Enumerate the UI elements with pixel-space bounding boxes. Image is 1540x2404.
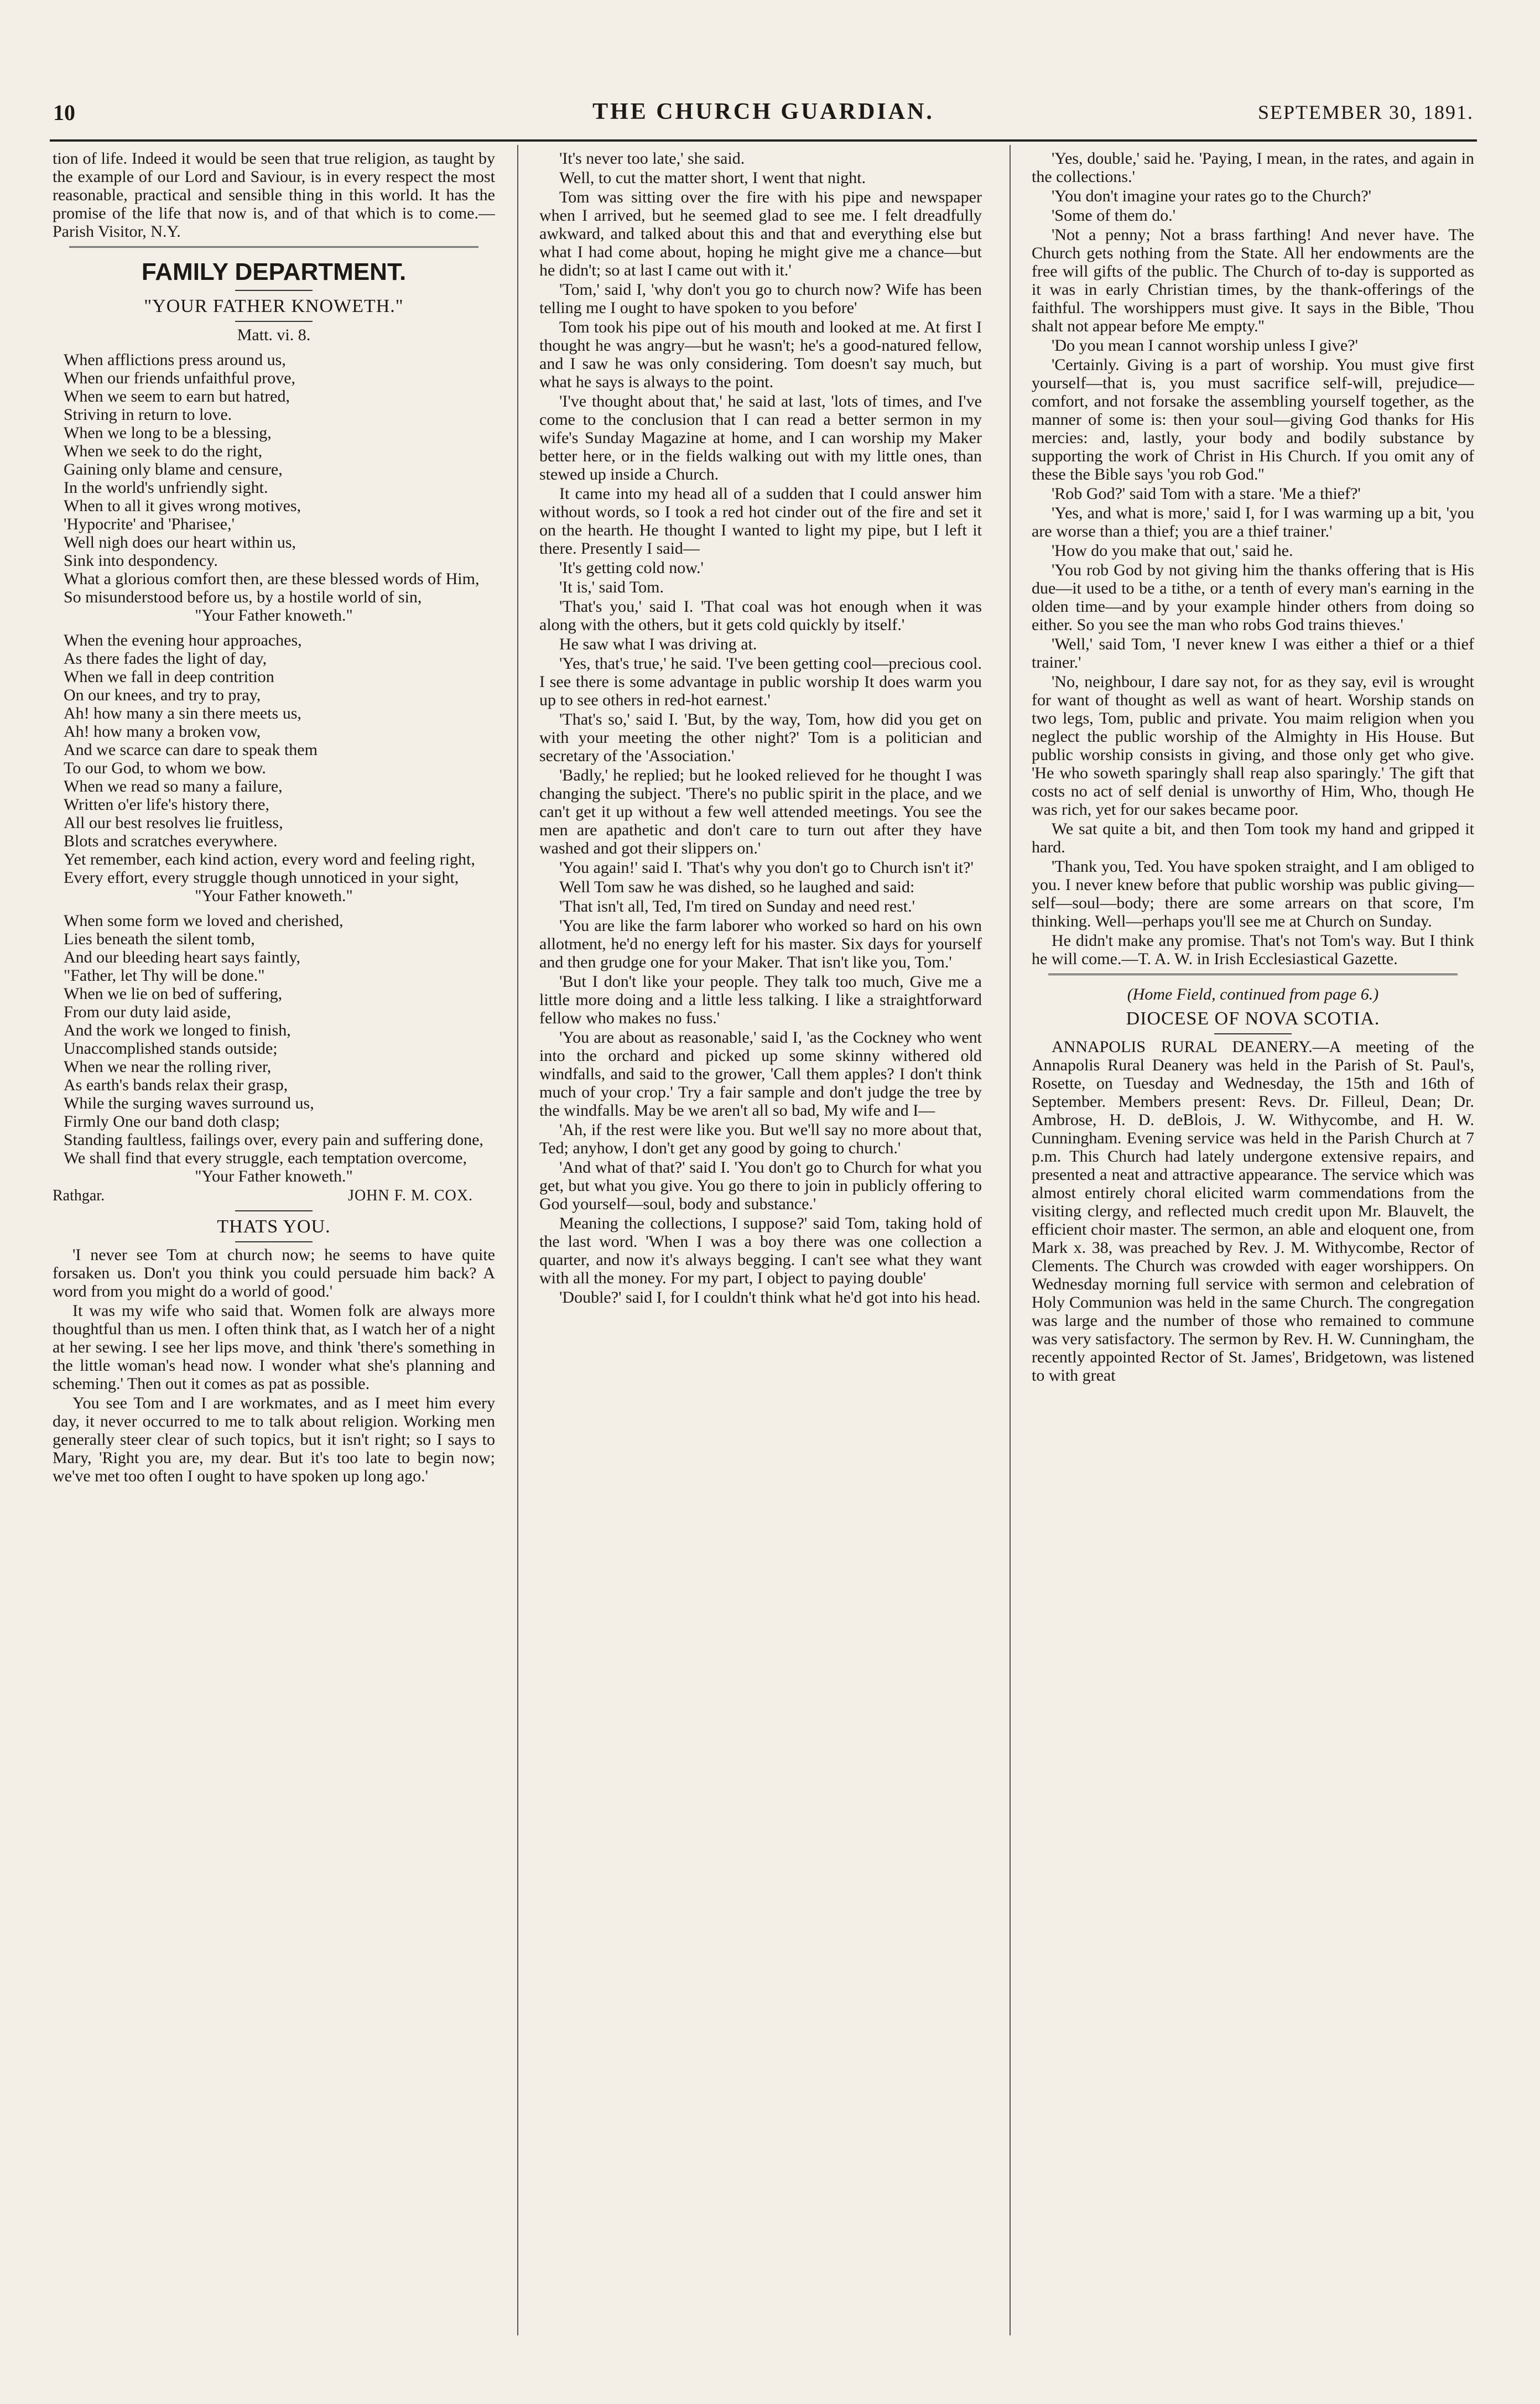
- poem-signature: [53, 1185, 495, 1207]
- poem-line: Striving in return to love.: [64, 405, 232, 424]
- poem-line: And the work we longed to finish,: [64, 1021, 291, 1039]
- column-3: [1032, 149, 1474, 2334]
- story-paragraph: 'That's you,' said I. 'That coal was hot enough when it was along with the others, but it gets cold quickly by itself.': [539, 597, 982, 634]
- poem-line: 'Hypocrite' and 'Pharisee,': [64, 515, 235, 533]
- story-paragraph: 'Double?' said I, for I couldn't think what he'd got into his head.: [559, 1288, 981, 1307]
- page-number: 10: [53, 100, 75, 125]
- poem-line: Unaccomplished stands outside;: [64, 1039, 278, 1058]
- intro-paragraph: tion of life. Indeed it would be seen that true religion, as taught by the example of our Lord and Saviour, is in every respect the most reasonable, practical and sensible thing in this world. It has the promise of the life that now is, and of that which is to come.—Parish Visitor, N.Y.: [53, 149, 495, 241]
- poem-line: Firmly One our band doth clasp;: [64, 1112, 280, 1131]
- story-paragraph: 'Badly,' he replied; but he looked relieved for he thought I was changing the subject. 'There's no public spirit in the place, and we can't get it up without a few well attended meetings. You see the men are apathetic and don't care to turn out after they have washed and got their slippers on.': [539, 766, 982, 857]
- diocese-title: DIOCESE OF NOVA SCOTIA.: [1126, 1008, 1380, 1029]
- poem-line: So misunderstood before us, by a hostile world of sin,: [64, 588, 422, 606]
- poem-line: "Father, let Thy will be done.": [64, 966, 265, 985]
- story-paragraph: 'How do you make that out,' said he.: [1052, 542, 1293, 560]
- poem-line: Sink into despondency.: [64, 551, 218, 570]
- poem-line: When we seem to earn but hatred,: [64, 387, 290, 405]
- poem-line: From our duty laid aside,: [64, 1003, 231, 1021]
- poem-refrain: "Your Father knoweth.": [195, 606, 353, 625]
- poem-line: When we read so many a failure,: [64, 777, 283, 795]
- story-paragraph: 'And what of that?' said I. 'You don't go to Church for what you get, but what you give. You go there to join in publicly offering to God yourself—soul, body and substance.': [539, 1158, 982, 1213]
- column-divider: [1010, 145, 1011, 2335]
- story-paragraph: 'I've thought about that,' he said at last, 'lots of times, and I've come to the conclusion that I can read a better sermon in my wife's Sunday Magazine at home, and I can worship my Maker better here, or in the fields walking out with my little ones, than stewed up inside a Church.: [539, 392, 982, 483]
- story-paragraph: 'Thank you, Ted. You have spoken straight, and I am obliged to you. I never knew before that public worship was public giving—self—soul—body; there are some arrears on that score, I'm thinking. Well—perhaps you'll see me at Church on Sunday.: [1032, 857, 1474, 930]
- story-paragraph: 'You rob God by not giving him the thanks offering that is His due—it used to be a tithe, or a tenth of every man's earning in the olden time—and by your example hinder others from doing so either. So you see the man who robs God trains thieves.': [1032, 561, 1474, 634]
- story-paragraph: 'It's getting cold now.': [559, 559, 704, 577]
- poem-author: JOHN F. M. COX.: [348, 1187, 473, 1204]
- poem-line: When we fall in deep contrition: [64, 668, 274, 686]
- poem-line: Every effort, every struggle though unnoticed in your sight,: [64, 868, 459, 887]
- short-rule: [235, 1241, 313, 1242]
- page-header: [50, 94, 1477, 133]
- story-paragraph: 'Well,' said Tom, 'I never knew I was either a thief or a thief trainer.': [1032, 635, 1474, 672]
- poem-reference: Matt. vi. 8.: [237, 326, 311, 344]
- section-title: FAMILY DEPARTMENT.: [141, 258, 407, 285]
- poem-line: When the evening hour approaches,: [64, 631, 302, 649]
- short-rule: [235, 1210, 313, 1211]
- poem-line: Well nigh does our heart within us,: [64, 533, 296, 551]
- story-paragraph: Well Tom saw he was dished, so he laughed and said:: [559, 878, 915, 896]
- poem-line: When our friends unfaithful prove,: [64, 369, 296, 387]
- story-paragraph: You see Tom and I are workmates, and as I meet him every day, it never occurred to me to talk about religion. Working men generally steer clear of such topics, but it isn't right; so I says to Mary, 'Right you are, my dear. But it's too late to begin now; we've met too often I ought to have spoken up long ago.': [53, 1394, 495, 1485]
- story-paragraph: 'You are about as reasonable,' said I, 'as the Cockney who went into the orchard and picked up some skinny withered old windfalls, and said to the grower, 'Call them apples? I don't think much of your crop.' Try a fair sample and don't judge the tree by the windfalls. May be we aren't all so bad, My wife and I—: [539, 1028, 982, 1120]
- continuation-note: (Home Field, continued from page 6.): [1127, 985, 1379, 1003]
- short-rule: [1214, 1033, 1292, 1034]
- story-paragraph: 'Tom,' said I, 'why don't you go to church now? Wife has been telling me I ought to have spoken to you before': [539, 280, 982, 317]
- story-paragraph: 'But I don't like your people. They talk too much, Give me a little more doing and a little less talking. I like a straightforward fellow who makes no fuss.': [539, 972, 982, 1027]
- short-rule: [235, 321, 313, 322]
- story-paragraph: Tom was sitting over the fire with his pipe and newspaper when I arrived, but he seemed glad to see me. I felt dreadfully awkward, and talked about this and that and everything else but what I had come about, hoping he might give me a chance—but he didn't; so at last I came out with it.': [539, 188, 982, 279]
- story-paragraph: 'You are like the farm laborer who worked so hard on his own allotment, he'd no energy left for his master. Six days for yourself and then grudge one for your Maker. That isn't like you, Tom.': [539, 917, 982, 971]
- story-paragraph: 'Certainly. Giving is a part of worship. You must give first yourself—that is, you must sacrifice self-will, prejudice—comfort, and not forsake the assembling yourself together, as the manner of some is: then your soul—giving God thanks for His mercies: and, lastly, your body and bodily substance by supporting the work of Christ in His Church. If you omit any of these the Bible says 'you rob God.'': [1032, 356, 1474, 483]
- story-paragraph: 'No, neighbour, I dare say not, for as they say, evil is wrought for want of thought as well as want of heart. Worship stands on two legs, Tom, public and private. You maim religion when you neglect the public worship of the Almighty in His House. But public worship consists in giving, and those only get who give. 'He who soweth sparingly shall reap also sparingly.' The gift that costs no act of self denial is unworthy of Him, Who, though He was rich, yet for our sakes became poor.: [1032, 673, 1474, 819]
- poem-title: "YOUR FATHER KNOWETH.": [144, 296, 404, 316]
- section-rule: [1048, 974, 1458, 977]
- poem-line: To our God, to whom we bow.: [64, 759, 266, 777]
- story-paragraph: It was my wife who said that. Women folk are always more thoughtful than us men. I often think that, as I watch her of a night at her sewing. I see her lips move, and think 'there's something in the little woman's head now. I wonder what she's planning and scheming.' Then out it comes as pat as possible.: [53, 1302, 495, 1393]
- poem-line: While the surging waves surround us,: [64, 1094, 314, 1112]
- story-paragraph: 'Ah, if the rest were like you. But we'll say no more about that, Ted; anyhow, I don't get any good by going to church.': [539, 1121, 982, 1157]
- story-paragraph: 'Not a penny; Not a brass farthing! And never have. The Church gets nothing from the State. All her endowments are the free will gifts of the public. The Church of to-day is supported as it was in early Christian times, by the thank-offerings of the faithful. The worshippers must give. It says in the Bible, 'Thou shalt not appear before Me empty.'': [1032, 226, 1474, 335]
- story-paragraph: We sat quite a bit, and then Tom took my hand and gripped it hard.: [1032, 820, 1474, 856]
- poem-line: Ah! how many a sin there meets us,: [64, 704, 301, 722]
- story-paragraph: 'That's so,' said I. 'But, by the way, Tom, how did you get on with your meeting the other night?' Tom is a politician and secretary of the 'Association.': [539, 710, 982, 765]
- poem-line: When we near the rolling river,: [64, 1058, 272, 1076]
- poem-line: Yet remember, each kind action, every word and feeling right,: [64, 850, 475, 868]
- issue-date: SEPTEMBER 30, 1891.: [1257, 101, 1474, 123]
- poem-line: Written o'er life's history there,: [64, 795, 269, 814]
- story-paragraph: 'I never see Tom at church now; he seems to have quite forsaken us. Don't you think you could persuade him back? A word from you might do a world of good.': [53, 1246, 495, 1300]
- story-paragraph: 'It's never too late,' she said.: [559, 149, 745, 168]
- report-paragraph: ANNAPOLIS RURAL DEANERY.—A meeting of the Annapolis Rural Deanery was held in the Parish of St. Paul's, Rosette, on Tuesday and Wednesday, the 15th and 16th of September. Members present: Revs. Dr. Filleul, Dean; Dr. Ambrose, H. D. deBlois, J. W. Withycombe, and H. W. Cunningham. Evening service was held in the Parish Church at 7 p.m. This Church had lately undergone extensive repairs, and presented a neat and attractive appearance. The service which was almost entirely choral elicited warm commendations from the visiting clergy, and reflected much credit upon Mr. Blauvelt, the efficient choir master. The sermon, an able and eloquent one, from Mark x. 38, was preached by Rev. J. M. Withycombe, Rector of Clements. The Church was crowded with eager worshippers. On Wednesday morning full service with sermon and celebration of Holy Communion was held in the same Church. The congregation was large and the number of those who remained to commune was very satisfactory. The sermon by Rev. H. W. Cunningham, the recently appointed Rector of St. James', Bridgetown, was listened to with great: [1032, 1038, 1474, 1385]
- story-paragraph: 'You again!' said I. 'That's why you don't go to Church isn't it?': [559, 858, 974, 877]
- story-paragraph: 'Rob God?' said Tom with a stare. 'Me a thief?': [1052, 485, 1361, 503]
- masthead-title: THE CHURCH GUARDIAN.: [592, 99, 934, 124]
- story-paragraph: 'Yes, that's true,' he said. 'I've been getting cool—precious cool. I see there is some advantage in public worship It does warm you up to see others in red-hot earnest.': [539, 654, 982, 709]
- poem-line: In the world's unfriendly sight.: [64, 478, 268, 497]
- poem-line: As there fades the light of day,: [64, 649, 267, 668]
- poem-line: When we lie on bed of suffering,: [64, 985, 283, 1003]
- story-paragraph: 'Yes, double,' said he. 'Paying, I mean, in the rates, and again in the collections.': [1032, 149, 1474, 186]
- column-divider: [517, 145, 518, 2335]
- story-paragraph: Tom took his pipe out of his mouth and looked at me. At first I thought he was angry—but he wasn't; he's a good-natured fellow, and I saw he was only considering. Tom doesn't say much, but what he says is always to the point.: [539, 318, 982, 391]
- poem-line: As earth's bands relax their grasp,: [64, 1076, 288, 1094]
- poem-line: All our best resolves lie fruitless,: [64, 814, 283, 832]
- story-paragraph: 'That isn't all, Ted, I'm tired on Sunday and need rest.': [559, 897, 915, 915]
- story-paragraph: Meaning the collections, I suppose?' said Tom, taking hold of the last word. 'When I was a boy there was one collection a quarter, and now it's always begging. I can't see what they want with all the money. For my part, I object to paying double': [539, 1214, 982, 1287]
- story-paragraph: 'Do you mean I cannot worship unless I give?': [1052, 336, 1359, 355]
- poem-refrain: "Your Father knoweth.": [195, 887, 353, 905]
- story-title: THATS YOU.: [217, 1216, 331, 1237]
- poem-line: When we long to be a blessing,: [64, 424, 272, 442]
- story-paragraph: 'You don't imagine your rates go to the Church?': [1052, 187, 1372, 205]
- story-paragraph: He didn't make any promise. That's not Tom's way. But I think he will come.—T. A. W. in Irish Ecclesiastical Gazette.: [1032, 932, 1474, 968]
- poem-line: When some form we loved and cherished,: [64, 912, 344, 930]
- story-paragraph: It came into my head all of a sudden that I could answer him without words, so I took a red hot cinder out of the fire and set it on the hearth. He thought I wanted to light my pipe, but I left it there. Presently I said—: [539, 485, 982, 558]
- story-paragraph: 'It is,' said Tom.: [559, 578, 664, 596]
- story-paragraph: He saw what I was driving at.: [559, 635, 757, 653]
- poem-line: And our bleeding heart says faintly,: [64, 948, 300, 966]
- story-paragraph: Well, to cut the matter short, I went that night.: [559, 169, 866, 187]
- poem-line: Gaining only blame and censure,: [64, 460, 283, 478]
- poem-line: When we seek to do the right,: [64, 442, 263, 460]
- poem-line: Ah! how many a broken vow,: [64, 722, 261, 741]
- poem-line: Lies beneath the silent tomb,: [64, 930, 255, 948]
- poem-place: Rathgar.: [53, 1187, 105, 1204]
- column-1: [53, 149, 495, 2334]
- poem-refrain: "Your Father knoweth.": [195, 1167, 353, 1185]
- poem-line: We shall find that every struggle, each temptation overcome,: [64, 1149, 467, 1167]
- poem-line: Standing faultless, failings over, every pain and suffering done,: [64, 1131, 483, 1149]
- poem: [53, 351, 495, 1185]
- story-paragraph: 'Yes, and what is more,' said I, for I was warming up a bit, 'you are worse than a thief; you are a thief trainer.': [1032, 504, 1474, 540]
- poem-line: What a glorious comfort then, are these blessed words of Him,: [64, 570, 480, 588]
- story-paragraph: 'Some of them do.': [1052, 206, 1176, 225]
- section-rule: [69, 246, 478, 250]
- poem-line: Blots and scratches everywhere.: [64, 832, 278, 850]
- header-rule: [50, 139, 1477, 142]
- poem-line: When afflictions press around us,: [64, 351, 286, 369]
- poem-line: And we scarce can dare to speak them: [64, 741, 318, 759]
- column-2: [539, 149, 982, 2334]
- short-rule: [235, 290, 313, 291]
- poem-line: When to all it gives wrong motives,: [64, 497, 301, 515]
- poem-line: On our knees, and try to pray,: [64, 686, 261, 704]
